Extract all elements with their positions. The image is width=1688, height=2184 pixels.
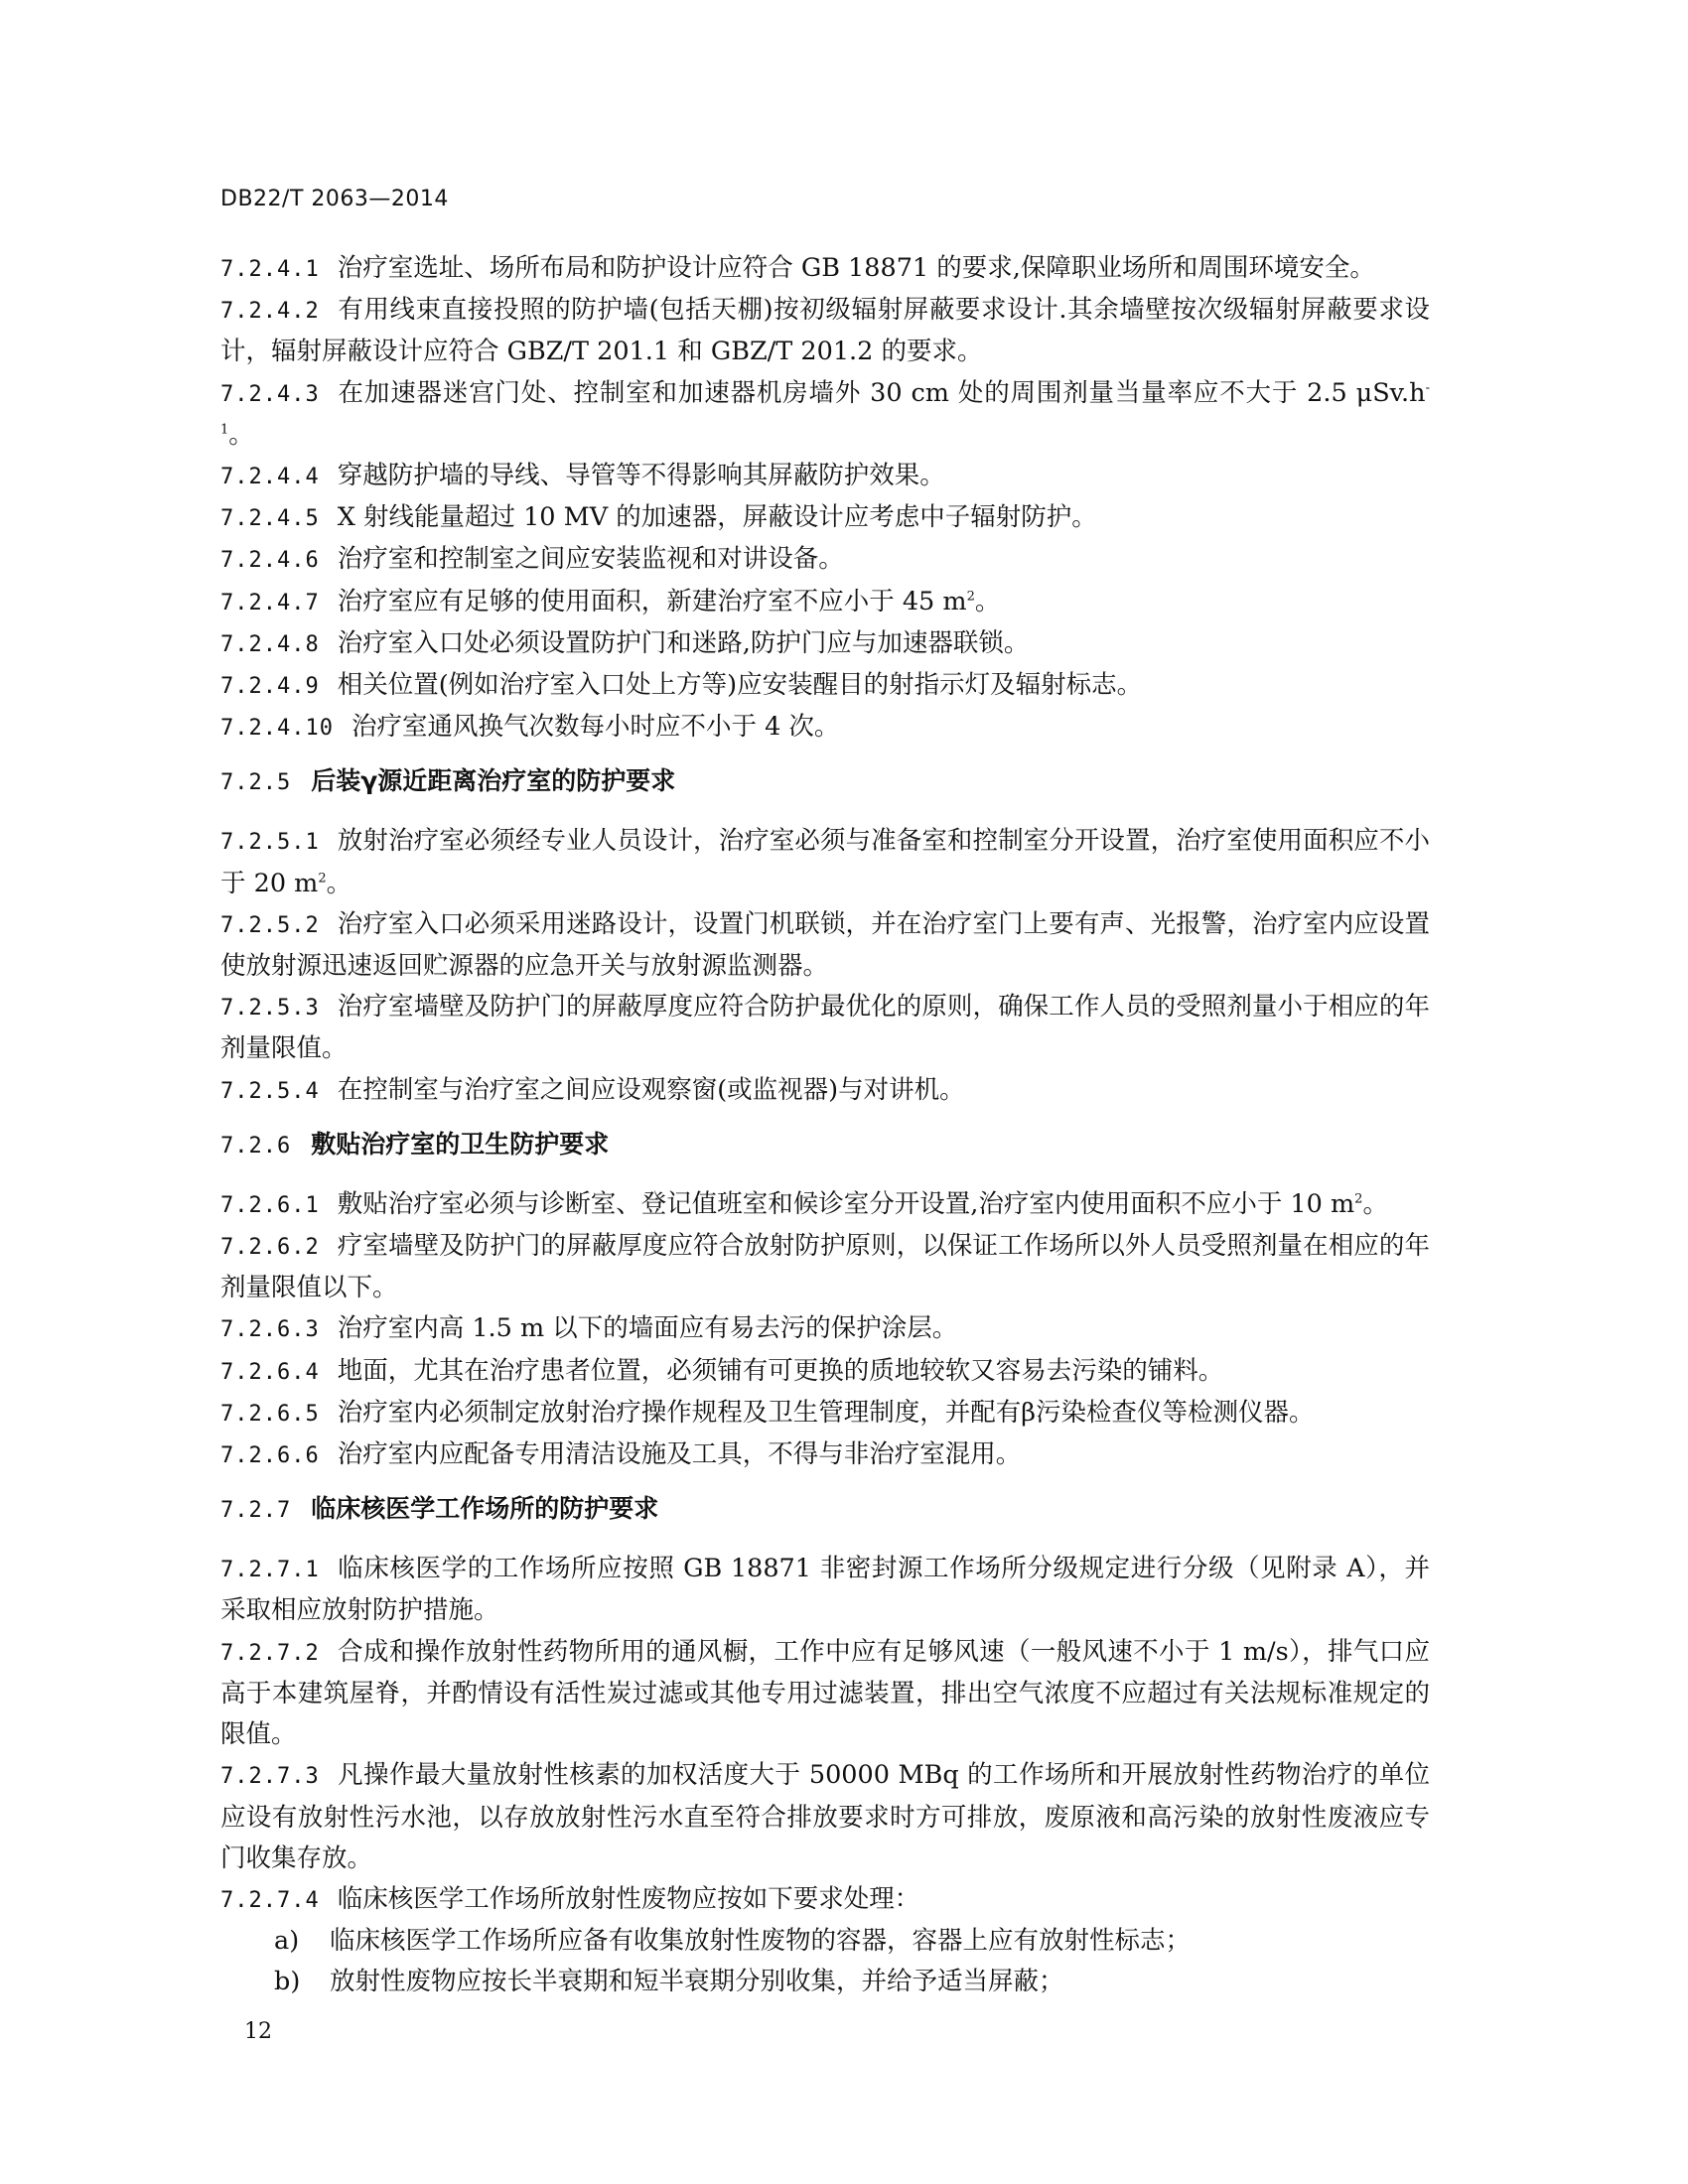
clause-text: 穿越防护墙的导线、导管等不得影响其屏蔽防护效果。 [337,461,945,491]
clause-paragraph [220,539,1430,581]
clause-number: 7.2.4.2 [220,299,320,325]
section-heading [220,1124,1430,1166]
clause-number: 7.2.7 [220,1498,292,1524]
clause-number: 7.2.5.3 [220,996,320,1022]
clause-paragraph [220,1308,1430,1350]
clause-number: 7.2.6.4 [220,1359,320,1385]
clause-text: 有用线束直接投照的防护墙(包括天棚)按初级辐射屏蔽要求设计.其余墙壁按次级辐射屏蔽要求设计，辐射屏蔽设计应符合 GBZ/T 201.1 和 GBZ/T 201.2 的要求。 [220,295,1430,367]
clause-text: 凡操作最大量放射性核素的加权活度大于 50000 MBq 的工作场所和开展放射性药物治疗的单位应设有放射性污水池，以存放放射性污水直至符合排放要求时方可排放，废原液和高污染的放射性废液应专门收集存放。 [220,1760,1430,1873]
clause-paragraph [220,904,1430,987]
clause-text: 临床核医学的工作场所应按照 GB 18871 非密封源工作场所分级规定进行分级（见附录 A），并采取相应放射防护措施。 [220,1554,1430,1626]
clause-paragraph [220,1549,1430,1631]
clause-number: 7.2.6.2 [220,1235,320,1261]
clause-text: X 射线能量超过 10 MV 的加速器，屏蔽设计应考虑中子辐射防护。 [337,502,1097,533]
clause-text: 治疗室应有足够的使用面积，新建治疗室不应小于 45 m [337,586,967,616]
clause-number: 7.2.5.1 [220,830,320,856]
clause-text-end: 。 [326,868,352,898]
clause-paragraph [220,582,1430,623]
clause-number: 7.2.6.6 [220,1443,320,1469]
clause-number: 7.2.4.6 [220,548,320,574]
clause-number: 7.2.7.3 [220,1764,320,1790]
clause-number: b) [274,1967,301,1997]
clause-number: 7.2.6.3 [220,1317,320,1343]
clause-text: 合成和操作放射性药物所用的通风橱，工作中应有足够风速（一般风速不小于 1 m/s），排气口应高于本建筑屋脊，并酌情设有活性炭过滤或其他专用过滤装置，排出空气浓度不应超过有关法规标准规定的限值。 [220,1636,1430,1750]
clause-number: a) [274,1926,300,1957]
clause-text: 放射性废物应按长半衰期和短半衰期分别收集，并给予适当屏蔽； [330,1967,1064,1997]
clause-text: 在加速器迷宫门处、控制室和加速器机房墙外 30 cm 处的周围剂量当量率应不大于 2.5 μSv.h [337,377,1426,408]
clause-paragraph [220,290,1430,372]
clause-text: 临床核医学工作场所的防护要求 [311,1494,659,1524]
document-header: DB22/T 2063—2014 [220,187,449,211]
clause-number: 7.2.6.1 [220,1192,320,1218]
clause-paragraph [220,821,1430,903]
list-item [220,1962,1430,2002]
clause-number: 7.2.4.7 [220,590,320,615]
clause-text: 治疗室内高 1.5 m 以下的墙面应有易去污的保护涂层。 [337,1313,958,1344]
clause-text: 敷贴治疗室的卫生防护要求 [311,1129,610,1159]
clause-text-end: 。 [228,419,254,450]
document-body [220,248,1430,2003]
clause-paragraph [220,1755,1430,1879]
clause-text: 临床核医学工作场所应备有收集放射性废物的容器，容器上应有放射性标志； [330,1926,1192,1957]
clause-text: 治疗室选址、场所布局和防护设计应符合 GB 18871 的要求,保障职业场所和周围环境安全。 [337,253,1375,283]
clause-text: 在控制室与治疗室之间应设观察窗(或监视器)与对讲机。 [337,1074,965,1105]
clause-paragraph [220,1351,1430,1393]
clause-text-end: 。 [1362,1188,1388,1219]
clause-number: 7.2.4.10 [220,716,334,742]
clause-number: 7.2.4.4 [220,465,320,490]
section-heading [220,1488,1430,1531]
clause-paragraph [220,987,1430,1069]
clause-paragraph [220,497,1430,539]
clause-text: 治疗室通风换气次数每小时应不小于 4 次。 [351,712,840,743]
superscript: 2 [318,871,327,887]
clause-text: 治疗室和控制室之间应安装监视和对讲设备。 [337,544,844,575]
section-heading [220,760,1430,803]
clause-number: 7.2.5 [220,770,292,796]
clause-paragraph [220,1879,1430,1921]
clause-paragraph [220,1184,1430,1226]
clause-number: 7.2.7.4 [220,1887,320,1913]
clause-text: 治疗室入口必须采用迷路设计，设置门机联锁，并在治疗室门上要有声、光报警，治疗室内应设置使放射源迅速返回贮源器的应急开关与放射源监测器。 [220,908,1430,982]
clause-paragraph [220,707,1430,749]
superscript: 2 [1354,1191,1363,1207]
clause-text: 临床核医学工作场所放射性废物应按如下要求处理： [337,1883,920,1914]
clause-number: 7.2.4.8 [220,631,320,657]
clause-text: 敷贴治疗室必须与诊断室、登记值班室和候诊室分开设置,治疗室内使用面积不应小于 10 m [337,1188,1355,1219]
clause-text: 治疗室入口处必须设置防护门和迷路,防护门应与加速器联锁。 [337,627,1030,658]
clause-paragraph [220,1393,1430,1434]
clause-text: 地面，尤其在治疗患者位置，必须铺有可更换的质地较软又容易去污染的铺料。 [337,1355,1224,1386]
clause-text: 疗室墙壁及防护门的屏蔽厚度应符合放射防护原则，以保证工作场所以外人员受照剂量在相应的年剂量限值以下。 [220,1231,1430,1303]
page-number: 12 [244,2019,272,2044]
clause-text: 后装γ源近距离治疗室的防护要求 [311,766,676,796]
clause-paragraph [220,1226,1430,1308]
clause-text-end: 。 [974,586,1001,616]
clause-number: 7.2.6.5 [220,1401,320,1427]
clause-number: 7.2.4.9 [220,674,320,700]
clause-number: 7.2.4.3 [220,381,320,407]
clause-number: 7.2.5.4 [220,1078,320,1104]
clause-number: 7.2.4.5 [220,506,320,532]
clause-paragraph [220,623,1430,665]
clause-paragraph [220,456,1430,497]
clause-text: 治疗室墙壁及防护门的屏蔽厚度应符合防护最优化的原则，确保工作人员的受照剂量小于相应的年剂量限值。 [220,992,1430,1064]
list-item [220,1921,1430,1962]
clause-paragraph [220,373,1430,456]
clause-paragraph [220,665,1430,707]
clause-paragraph [220,1070,1430,1112]
clause-text: 治疗室内应配备专用清洁设施及工具，不得与非治疗室混用。 [337,1439,1022,1470]
clause-text: 放射治疗室必须经专业人员设计，治疗室必须与准备室和控制室分开设置，治疗室使用面积应不小于 20 m [220,826,1430,898]
clause-number: 7.2.5.2 [220,912,320,938]
superscript: 2 [966,589,975,605]
clause-number: 7.2.7.2 [220,1640,320,1666]
clause-text: 治疗室内必须制定放射治疗操作规程及卫生管理制度，并配有β污染检查仪等检测仪器。 [337,1397,1315,1428]
clause-number: 7.2.4.1 [220,257,320,282]
clause-text: 相关位置(例如治疗室入口处上方等)应安装醒目的射指示灯及辐射标志。 [337,670,1143,701]
superscript: -1 [220,380,1430,438]
clause-number: 7.2.6 [220,1133,292,1159]
clause-number: 7.2.7.1 [220,1558,320,1583]
clause-paragraph [220,248,1430,290]
clause-paragraph [220,1434,1430,1476]
clause-paragraph [220,1632,1430,1756]
